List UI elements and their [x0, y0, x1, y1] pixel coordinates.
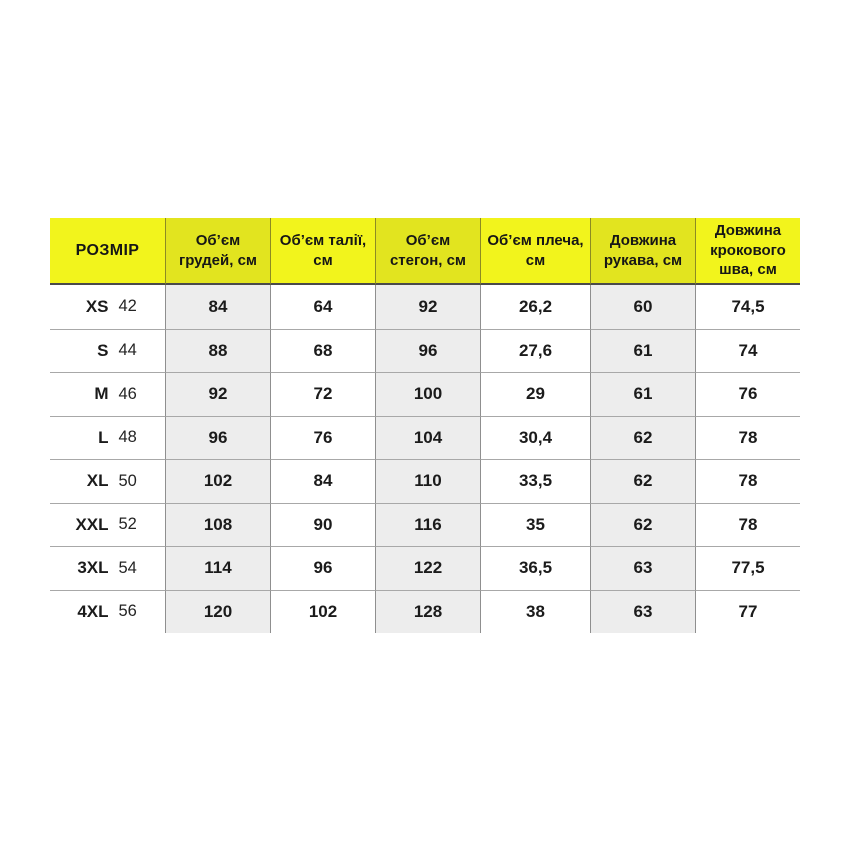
value-cell: 96: [375, 329, 480, 373]
size-label: L: [98, 427, 109, 447]
value-cell: 78: [695, 459, 800, 503]
size-number: 42: [118, 297, 137, 316]
value-cell: 74,5: [695, 285, 800, 329]
value-cell: 77: [695, 590, 800, 634]
value-cell: 90: [270, 503, 375, 547]
value-cell: 68: [270, 329, 375, 373]
size-label: XS: [85, 296, 109, 316]
value-cell: 92: [165, 372, 270, 416]
value-cell: 114: [165, 546, 270, 590]
size-label: 3XL: [77, 558, 109, 578]
value-cell: 84: [270, 459, 375, 503]
header-cell-hips: Об’єм стегон, см: [375, 218, 480, 285]
value-cell: 78: [695, 416, 800, 460]
header-cell-chest: Об’єм грудей, см: [165, 218, 270, 285]
value-cell: 88: [165, 329, 270, 373]
value-cell: 120: [165, 590, 270, 634]
value-cell: 64: [270, 285, 375, 329]
size-number: 52: [118, 515, 137, 534]
value-cell: 62: [590, 459, 695, 503]
value-cell: 128: [375, 590, 480, 634]
size-label: 4XL: [77, 601, 109, 621]
size-cell: [50, 590, 165, 634]
value-cell: 108: [165, 503, 270, 547]
value-cell: 116: [375, 503, 480, 547]
value-cell: 72: [270, 372, 375, 416]
size-number: 56: [118, 602, 137, 621]
value-cell: 77,5: [695, 546, 800, 590]
value-cell: 63: [590, 546, 695, 590]
value-cell: 27,6: [480, 329, 590, 373]
value-cell: 60: [590, 285, 695, 329]
value-cell: 35: [480, 503, 590, 547]
size-label: M: [94, 384, 109, 404]
value-cell: 92: [375, 285, 480, 329]
value-cell: 74: [695, 329, 800, 373]
size-chart-table: [50, 218, 800, 633]
value-cell: 62: [590, 503, 695, 547]
header-cell-waist: Об’єм талії, см: [270, 218, 375, 285]
value-cell: 122: [375, 546, 480, 590]
header-cell-shoulder: Об’єм плеча, см: [480, 218, 590, 285]
size-cell: [50, 503, 165, 547]
size-cell: [50, 459, 165, 503]
value-cell: 26,2: [480, 285, 590, 329]
size-label: XXL: [75, 514, 109, 534]
value-cell: 36,5: [480, 546, 590, 590]
size-number: 50: [118, 471, 137, 490]
value-cell: 62: [590, 416, 695, 460]
value-cell: 102: [165, 459, 270, 503]
value-cell: 63: [590, 590, 695, 634]
value-cell: 100: [375, 372, 480, 416]
size-cell: [50, 372, 165, 416]
value-cell: 38: [480, 590, 590, 634]
value-cell: 102: [270, 590, 375, 634]
value-cell: 104: [375, 416, 480, 460]
size-cell: [50, 416, 165, 460]
header-cell-inseam: Довжина крокового шва, см: [695, 218, 800, 285]
header-cell-sleeve: Довжина рукава, см: [590, 218, 695, 285]
size-label: S: [97, 340, 109, 360]
size-number: 54: [118, 558, 137, 577]
size-cell: [50, 285, 165, 329]
value-cell: 96: [165, 416, 270, 460]
value-cell: 29: [480, 372, 590, 416]
value-cell: 84: [165, 285, 270, 329]
value-cell: 78: [695, 503, 800, 547]
value-cell: 30,4: [480, 416, 590, 460]
size-number: 44: [118, 341, 137, 360]
value-cell: 61: [590, 372, 695, 416]
value-cell: 76: [270, 416, 375, 460]
header-cell-size: РОЗМІР: [50, 218, 165, 285]
value-cell: 110: [375, 459, 480, 503]
value-cell: 33,5: [480, 459, 590, 503]
size-number: 48: [118, 428, 137, 447]
size-label: XL: [86, 471, 109, 491]
size-number: 46: [118, 384, 137, 403]
value-cell: 61: [590, 329, 695, 373]
size-cell: [50, 329, 165, 373]
value-cell: 76: [695, 372, 800, 416]
value-cell: 96: [270, 546, 375, 590]
size-cell: [50, 546, 165, 590]
